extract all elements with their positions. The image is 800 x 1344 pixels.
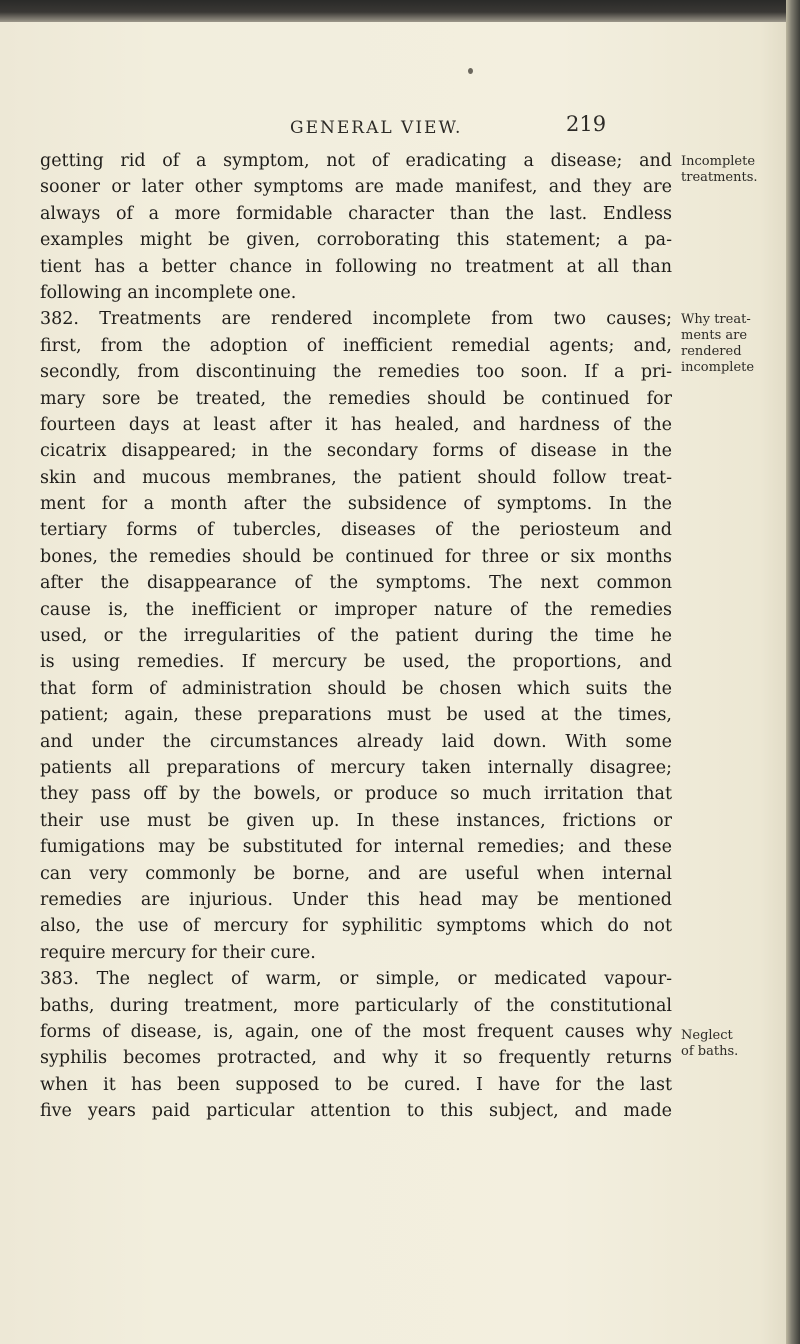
- text-line: fumigations may be substituted for internal remedies; and these: [40, 837, 672, 858]
- text-line: their use must be given up. In these instances, frictions or: [40, 810, 672, 831]
- margin-note-neglect-of-baths: [681, 1028, 791, 1060]
- text-line: examples might be given, corroborating this statement; a pa-: [40, 230, 672, 251]
- text-line: five years paid particular attention to this subject, and made: [40, 1101, 672, 1122]
- text-line: remedies are injurious. Under this head may be mentioned: [40, 889, 672, 910]
- text-line: after the disappearance of the symptoms. The next common: [40, 573, 672, 594]
- text-line: forms of disease, is, again, one of the most frequent causes why: [40, 1021, 672, 1042]
- text-line: getting rid of a symptom, not of eradicating a disease; and: [40, 151, 672, 171]
- text-line: mary sore be treated, the remedies should be continued for: [40, 388, 672, 409]
- text-line: baths, during treatment, more particularly of the constitutional: [40, 995, 672, 1016]
- text-line: they pass off by the bowels, or produce so much irritation that: [40, 784, 672, 805]
- text-line: first, from the adoption of inefficient remedial agents; and,: [40, 335, 672, 356]
- margin-note-line: Incomplete: [681, 154, 756, 169]
- text-line: cicatrix disappeared; in the secondary forms of disease in the: [40, 441, 672, 462]
- scan-top-edge: [0, 0, 800, 22]
- text-line: syphilis becomes protracted, and why it so frequently returns: [40, 1048, 672, 1069]
- text-line: cause is, the inefficient or improper nature of the remedies: [40, 599, 672, 620]
- text-line: ment for a month after the subsidence of symptoms. In the: [40, 494, 672, 515]
- text-line: bones, the remedies should be continued for three or six months: [40, 546, 672, 567]
- margin-note-line: Why treat-: [681, 312, 751, 327]
- margin-note-line: of baths.: [681, 1044, 739, 1059]
- running-head: GENERAL VIEW.: [290, 118, 463, 138]
- margin-note-line: incomplete: [681, 360, 755, 375]
- text-line: tertiary forms of tubercles, diseases of the periosteum and: [40, 520, 672, 541]
- text-line: tient has a better chance in following no treatment at all than: [40, 256, 672, 277]
- text-line: following an incomplete one.: [40, 282, 297, 303]
- scan-right-edge: [786, 0, 800, 1344]
- paragraph-382-start: 382. Treatments are rendered incomplete from two causes;: [40, 309, 672, 330]
- page-number: 219: [566, 112, 607, 136]
- text-line: patient; again, these preparations must be used at the times,: [40, 705, 672, 726]
- margin-note-line: rendered: [681, 344, 742, 359]
- text-line: skin and mucous membranes, the patient should follow treat-: [40, 467, 672, 488]
- text-line: when it has been supposed to be cured. I have for the last: [40, 1074, 672, 1095]
- text-line: is using remedies. If mercury be used, the proportions, and: [40, 652, 672, 673]
- margin-note-line: treatments.: [681, 170, 758, 185]
- text-line: patients all preparations of mercury taken internally disagree;: [40, 757, 672, 778]
- margin-note-why-incomplete: [681, 312, 791, 376]
- text-line: require mercury for their cure.: [40, 942, 316, 963]
- body-text: [40, 148, 672, 1124]
- margin-note-incomplete-treatments: [681, 154, 791, 186]
- text-line: sooner or later other symptoms are made manifest, and they are: [40, 177, 672, 198]
- text-line: fourteen days at least after it has healed, and hardness of the: [40, 414, 672, 435]
- paragraph-383-start: 383. The neglect of warm, or simple, or medicated vapour-: [40, 969, 672, 990]
- text-line: always of a more formidable character than the last. Endless: [40, 203, 672, 224]
- text-line: that form of administration should be chosen which suits the: [40, 678, 672, 699]
- text-line: can very commonly be borne, and are useful when internal: [40, 863, 672, 884]
- ink-speck: [468, 68, 473, 74]
- text-line: used, or the irregularities of the patient during the time he: [40, 626, 672, 647]
- margin-note-line: Neglect: [681, 1028, 733, 1043]
- text-line: secondly, from discontinuing the remedies too soon. If a pri-: [40, 362, 672, 383]
- text-line: also, the use of mercury for syphilitic symptoms which do not: [40, 916, 672, 937]
- text-line: and under the circumstances already laid down. With some: [40, 731, 672, 752]
- margin-note-line: ments are: [681, 328, 748, 343]
